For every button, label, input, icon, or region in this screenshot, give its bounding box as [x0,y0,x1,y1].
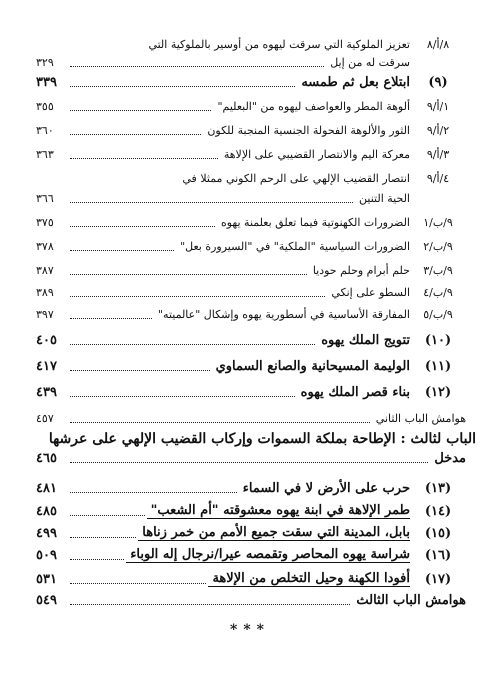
section-title: بابل، المدينة التي سقت جميع الأمم من خمر زناها [138,526,410,541]
section-number: (١٢) [424,385,452,400]
end-ornament: *** [230,622,270,638]
toc-section [36,334,466,348]
page-number: ٣٩٧ [36,308,54,321]
entry-number: ٣/أ/٩ [426,148,450,161]
toc-section [36,548,466,563]
toc-entry [36,124,466,138]
leader-dots [70,583,206,584]
page-number: ٤٨٥ [36,504,57,519]
page-number: ٣٧٥ [36,216,54,229]
entry-title: المفارقة الأساسية في أسطورية يهوه وإشكال "عالميته" [157,308,410,321]
section-number: (١٦) [424,548,452,563]
page-number: ٤٨١ [36,481,57,496]
toc-entry [36,264,466,278]
entry-title: الضرورات الكهنوتية فيما تعلق بعلمنة يهوه [220,216,410,229]
page-number: ٣٣٩ [36,75,57,90]
leader-dots [70,604,350,605]
leader-dots [70,66,324,67]
entry-title: انتصار القضيب الإلهي على الرحم الكوني ممثلا في [182,172,410,185]
entry-number: ٨/أ/٨ [426,38,450,51]
section-title: حرب على الأرض لا في السماء [242,481,410,496]
toc-section [36,482,466,496]
toc-section [36,386,466,400]
toc-notes-entry [36,594,466,608]
entry-number: ٢/أ/٩ [426,124,450,137]
toc-entry [36,38,466,52]
entry-number: ٩/ب/١ [423,216,453,229]
entry-title-continued: سرقت له من إيل [330,56,410,69]
entry-title: الثور والألوهة الفحولة الجنسية المنجبة للكون [207,124,410,137]
toc-entry [36,192,466,206]
toc-section [36,526,466,541]
entry-number: ١/أ/٩ [426,100,450,113]
page-number: ٤٦٥ [36,451,57,466]
leader-dots [70,396,295,397]
page-number: ٤٩٩ [36,526,57,541]
leader-dots [70,226,215,227]
entry-number: ٩/ب/٤ [423,286,453,299]
page-number: ٤١٧ [36,359,57,374]
page-number: ٣٦٠ [36,124,54,137]
section-number: (١٤) [424,504,452,519]
page-number: ٣٨٩ [36,286,54,299]
page-number: ٣٧٨ [36,240,54,253]
toc-entry [36,100,466,114]
section-title: تتويج الملك يهوه [321,333,410,348]
page-number: ٣٥٥ [36,100,54,113]
entry-number: ٩/ب/٥ [423,308,453,321]
page-number: ٥٤٩ [36,593,57,608]
entry-title-continued: الحية التنين [359,192,410,205]
toc-entry [36,286,466,300]
section-number: (١٠) [424,333,452,348]
leader-dots [70,274,307,275]
leader-dots [70,202,353,203]
section-title: أفودا الكهنة وحيل التخلص من الإلاهة [208,572,410,587]
entry-title: معركة اليم والانتصار القضيبي على الإلاهة [223,148,410,161]
leader-dots [70,296,325,297]
entry-title: مدخل [434,451,466,466]
page-number: ٥٠٩ [36,548,57,563]
toc-entry [36,148,466,162]
leader-dots [70,250,174,251]
section-title: ابتلاع بعل ثم طمسه [301,75,410,90]
part-heading: الباب لثالث : الإطاحة بملكة السموات وإركاب القضيب الإلهي على عرشها [48,431,476,447]
page-number: ٤٠٥ [36,333,57,348]
section-number: (١٣) [424,481,452,496]
page-number: ٣٢٩ [36,56,54,69]
leader-dots [70,86,295,87]
page-number: ٥٣١ [36,572,57,587]
toc-notes-entry [36,412,466,426]
section-title: بناء قصر الملك يهوه [300,385,410,400]
toc-entry [36,240,466,254]
page-number: ٣٨٧ [36,264,54,277]
section-title: شراسة يهوه المحاصر وتقمصه عيرا/نرجال إله الوباء [126,548,410,563]
section-number: (١١) [424,359,452,374]
page-number: ٣٦٦ [36,192,54,205]
entry-title: ألوهة المطر والعواصف ليهوه من "البعليم" [217,100,410,113]
leader-dots [70,134,201,135]
toc-entry-intro [36,452,466,466]
leader-dots [70,370,210,371]
leader-dots [70,110,211,111]
toc-section [36,504,466,519]
leader-dots [70,537,136,538]
leader-dots [70,318,152,319]
toc-entry [36,56,466,70]
entry-number: ٩/ب/٣ [423,264,453,277]
section-number: (١٧) [424,572,452,587]
toc-entry [36,216,466,230]
entry-number: ٤/أ/٩ [426,172,450,185]
page-number: ٤٣٩ [36,385,57,400]
leader-dots [70,559,124,560]
leader-dots [70,344,315,345]
leader-dots [70,422,370,423]
leader-dots [70,515,145,516]
leader-dots [70,158,218,159]
section-title: الوليمة المسيحانية والصانع السماوي [215,359,410,374]
leader-dots [70,492,237,493]
entry-title: تعزيز الملوكية التي سرقت ليهوه من أوسير بالملوكية التي [148,38,410,51]
entry-title: حلم أبرام وحلم حوديا [312,264,410,277]
leader-dots [70,462,428,463]
entry-number: ٩/ب/٢ [423,240,453,253]
entry-title: السطو على إنكي [331,286,410,299]
page-number: ٤٥٧ [36,412,54,425]
section-number: (١٥) [424,526,452,541]
toc-entry [36,172,466,186]
page-number: ٣٦٣ [36,148,54,161]
section-title: طمر الإلاهة في ابنة يهوه معشوقته "أم الشعب" [147,504,410,519]
entry-title: هوامش الباب الثاني [375,412,466,425]
entry-title: الضرورات السياسية "الملكية" في "السيرورة بعل" [180,240,410,253]
entry-title: هوامش الباب الثالث [356,593,466,608]
toc-section [36,360,466,374]
toc-section [36,572,466,587]
toc-section [36,76,466,90]
toc-entry [36,308,466,322]
section-number: (٩) [428,75,448,90]
